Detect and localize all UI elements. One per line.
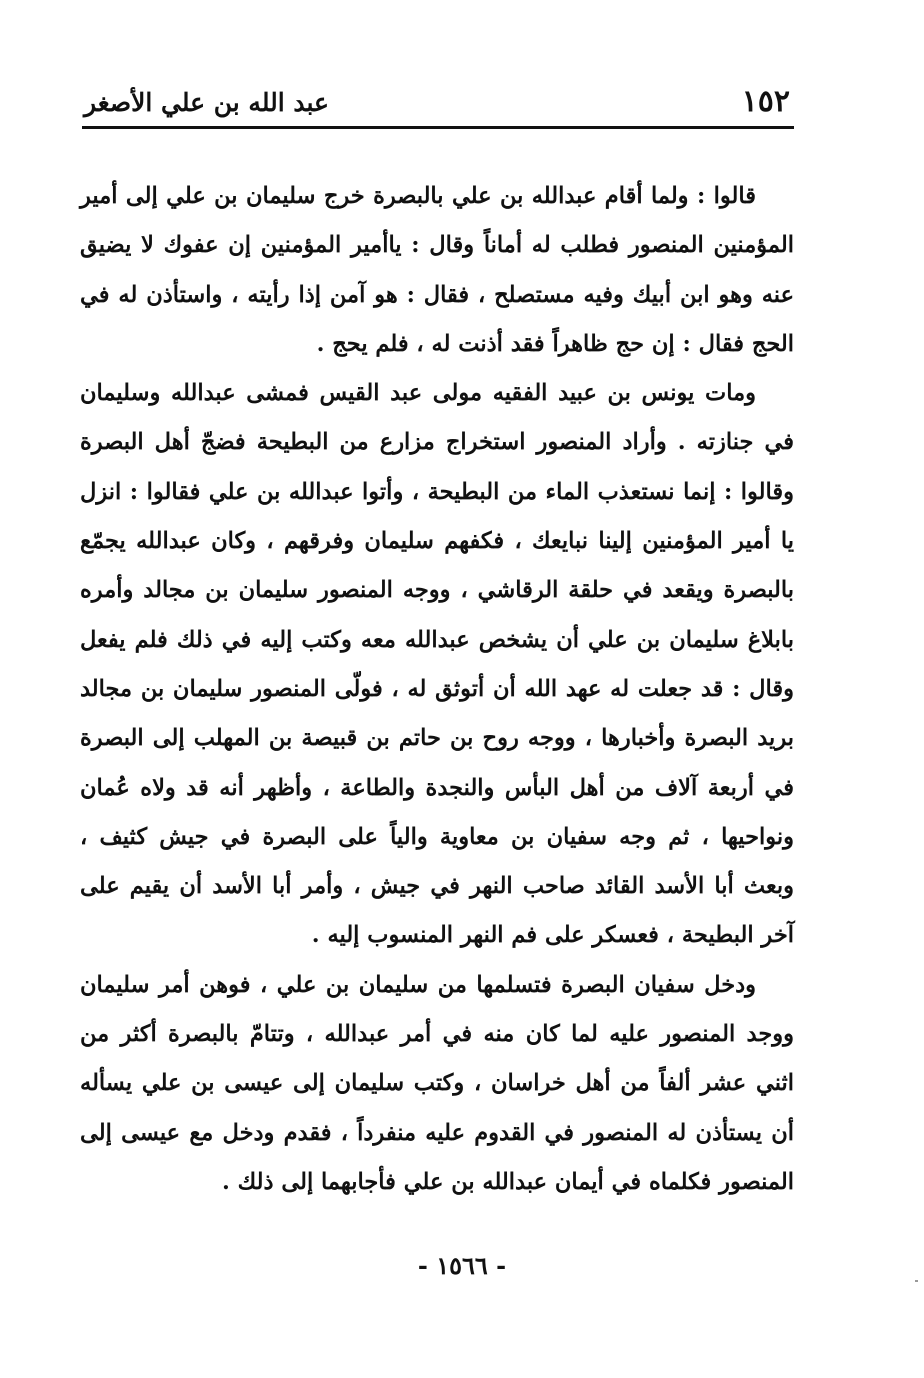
paragraph: ودخل سفيان البصرة فتسلمها من سليمان بن علي ، فوهن أمر سليمان ووجد المنصور عليه لما كان منه في أمر عبدالله ، وتتامّ بالبصرة أكثر من اثني عشر ألفاً من أهل خراسان ، وكتب سليمان إلى عيسى بن علي يسأله أن يستأذن له المنصور في القدوم عليه منفرداً ، فقدم ودخل مع عيسى إلى المنصور فكلماه في أيمان عبدالله بن علي فأجابهما إلى ذلك . xyxy=(80,971,794,1195)
main-text xyxy=(80,172,794,1207)
running-header xyxy=(84,82,794,124)
header-divider xyxy=(82,126,794,129)
paragraph: قالوا : ولما أقام عبدالله بن علي بالبصرة خرج سليمان بن علي إلى أمير المؤمنين المنصور فطلب له أماناً وقال : ياأمير المؤمنين إن عفوك لا يضيق عنه وهو ابن أبيك وفيه مستصلح ، فقال : هو آمن إذا رأيته ، واستأذن له في الحج فقال : إن حج ظاهراً فقد أذنت له ، فلم يحج . xyxy=(80,183,794,357)
paragraph: ومات يونس بن عبيد الفقيه مولى عبد القيس فمشى عبدالله وسليمان في جنازته . وأراد المنصور استخراج مزارع من البطيحة فضجّ أهل البصرة وقالوا : إنما نستعذب الماء من البطيحة ، وأتوا عبدالله بن علي فقالوا : انزل يا أمير المؤمنين إلينا نبايعك ، فكفهم سليمان وفرقهم ، وكان عبدالله يجمّع بالبصرة ويقعد في حلقة الرقاشي ، ووجه المنصور سليمان بن مجالد وأمره بابلاغ سليمان بن علي أن يشخص عبدالله معه وكتب إليه في ذلك فلم يفعل وقال : قد جعلت له عهد الله أن أتوثق له ، فولّى المنصور سليمان بن مجالد بريد البصرة وأخبارها ، ووجه روح بن حاتم بن قبيصة بن المهلب إلى البصرة في أربعة آلاف من أهل البأس والنجدة والطاعة ، وأظهر أنه قد ولاه عُمان ونواحيها ، ثم وجه سفيان بن معاوية والياً على البصرة في جيش كثيف ، وبعث أبا الأسد القائد صاحب النهر في جيش ، وأمر أبا الأسد أن يقيم على آخر البطيحة ، فعسكر على فم النهر المنسوب إليه . xyxy=(80,380,794,949)
header-title: عبد الله بن علي الأصغر xyxy=(84,88,329,117)
header-page-number: ١٥٢ xyxy=(741,84,790,119)
scan-speck xyxy=(915,1280,918,1282)
footer-page-number: - ١٥٦٦ - xyxy=(417,1251,507,1280)
